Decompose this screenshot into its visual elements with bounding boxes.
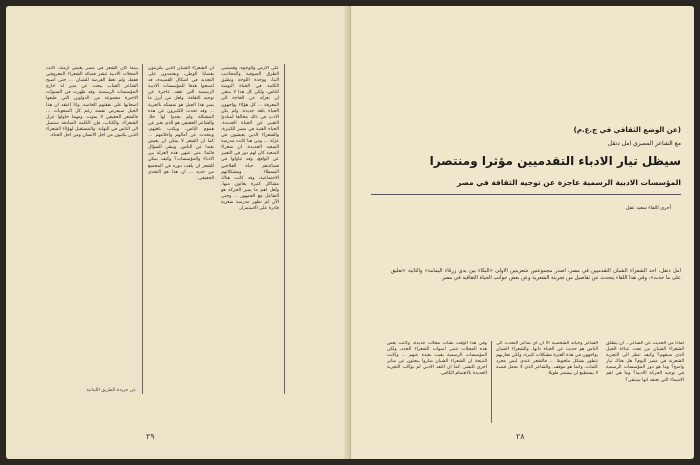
left-column-2 [148,66,214,396]
series-header: (عن الوضع الثقافي في ج.ع.م) [573,126,681,134]
left-column-3-text: بينما كان الشعر في مصر يعيش أزمته، كانت المجلات الادبية تنشر قصائد الشعراء المعروفين فقط، ولم تعط الفرصة للشبان ... حتى اصبح الشاعر الشاب يبحث عن منبر له خارج المؤسسات الرسمية. وقد ظهرت في السنوات الاخيرة مجموعة من الدواوين التي طبعها اصحابها على نفقتهم الخاصة. وانا اعتقد ان هذا الجيل سيفرض نفسه رغم كل الصعوبات ... فالشعر الحقيقي لا يموت. ومهما حاولوا عزل الشعراء، والكتاب، فإن الكلمة الصادقة ستصل الى الناس في النهاية. والمستقبل لهؤلاء الشعراء الذين يكتبون من اجل الانسان ومن اجل الحياة. [46,66,138,139]
headline-rule [371,194,681,195]
left-column-2-text: ان الشعراء الشبان الذين يلتزمون بقضايا الوطن، ويعتمدون على التجديد في اشكال القصيدة، قد اصبحوا هدفا للمؤسسات الادبية الرسمية التي تقف عاجزة عن توجيه الثقافة. ولعل من أبرز ما يميز هذا الجيل هو تمسكه بالحرية ... وقد تحدث الكثيرون عن هذه المشكلة ولم يجدوا لها حلا. والشاعر الحقيقي هو الذي يعبر عن هموم الناس، ويكتب بلغتهم، ويتحدث عن آمالهم وأحلامهم ... كما ان الشعر لا يمكن ان يعيش بعيدا عن الناس. ويبقى السؤال قائما: متى تنتهي هذه العزلة بين الادباء والمؤسسات؟ وكيف يمكن للشعر ان يلعب دوره في المجتمع من جديد ... ان هذا هو التحدي الحقيقي. [148,66,214,181]
interview-line: مع الشاعر المصري امل دنقل [607,140,681,147]
column-divider [142,64,143,394]
column-divider [491,341,492,423]
right-column-2 [387,341,487,429]
byline: أجرى اللقاء سعيد عقل [625,206,671,211]
column-divider [284,64,285,394]
left-column-3 [46,66,138,386]
footnote: عن جريدة الطريق اللبنانية [86,388,136,393]
left-column-1 [221,66,279,266]
subheadline: المؤسسات الادبية الرسمية عاجزة عن توجيه الثقافة في مصر [456,178,681,187]
right-page [351,6,694,459]
left-column-1-text: على الارض والوجوه، وقصصى الطرق الصوفية والمجاذيب البنا، ووحدة اللوحة ونطيق الكلمة في الحياة اليومية للناس، ولكن كل هذا لا ينبغي ان نعزله عن الحاجة الى المعرفة ... كل هؤلاء يواجهون الحياة بلغة جديدة. ولم يكن الادب في ذلك مخالفا لمبادئ التعبير عن الحياة الجديدة. الحياة الفنية في مصر الكبيرة، والشعراء الذين يعيشون في عزلة ... ومن هنا كانت مدرسة الصعيد الجديدة. ان شعراء الصعيد كان لهم دور في التعبير عن الواقع، وقد تناولوا في قصائدهم حياة الفلاحين البسطاء ومشكلاتهم الاجتماعية، وقد كانت هناك مشاكل كثيرة يعانون منها. ولعل اهم ما يميز الحركة هو التفاعل مع الجمهور ... وحتى الآن لم تظهر مدرسة شعرية قادرة على الاستمرار. [221,66,279,212]
magazine-spread [6,6,694,459]
headline: سيظل تيار الادباء التقدميين مؤثرا ومنتصرا [429,154,681,168]
question-block [606,341,684,429]
page-number: ٢٩ [146,432,155,441]
right-column-1 [496,341,598,429]
right-column-1-text: الشاعر وحياته الشخصية الا ان اي شاعر التحدث الى الناس هو حديث عن الحياة ذاتها. والشعراء الشبان يواجهون في هذه الفترة مشكلات كثيرة، ولكن تجاربهم تتطور بشكل ملحوظ ... فالشعر عندي ليس مجرد كلمات، وانما هو موقف. والشاعر الذي لا يحمل قضية لا يستطيع ان يستمر طويلا. [496,341,598,377]
page-number: ٢٨ [516,432,525,441]
left-page [6,6,349,459]
intro-paragraph [391,268,681,302]
question-text: لماذا من الحديث عن الشاعر... ان ينطلق الشعراء الشبان من تحت عباءة الجيل الذي سبقهم؟ وكيف تنظر الى التجربة الشعرية في مصر اليوم؟ هل هناك تيار واضح؟ وما هو دور المؤسسات الرسمية في توجيه الحركة الادبية؟ وما هي اهم الاسماء التي تعتقد انها ستبقى؟ [606,341,684,383]
intro-text: امل دنقل، احد الشعراء الشبان التقدميين في مصر، اصدر مجموعتين شعريتين الاولى «البكاء بين يدي زرقاء اليمامة» والثانية «تعليق على ما حدث»، وفي هذا اللقاء يتحدث عن تفاصيل من تجربته الشعرية وعن بعض جوانب الحياة الثقافية في مصر. [391,268,681,282]
right-column-2-text: وفي هذا الوقت نشأت مجلات جديدة، وكانت بعض هذه المجلات تتبنى اصوات الشعراء الجدد، ولكن المؤسسات الرسمية بقيت بعيدة عنهم ... وكانت النتيجة ان الشعراء الشبان صاروا يبحثون عن منابر اخرى للنشر. كما ان النقد الادبي لم يواكب التجربة الجديدة بالاهتمام الكافي. [387,341,487,377]
